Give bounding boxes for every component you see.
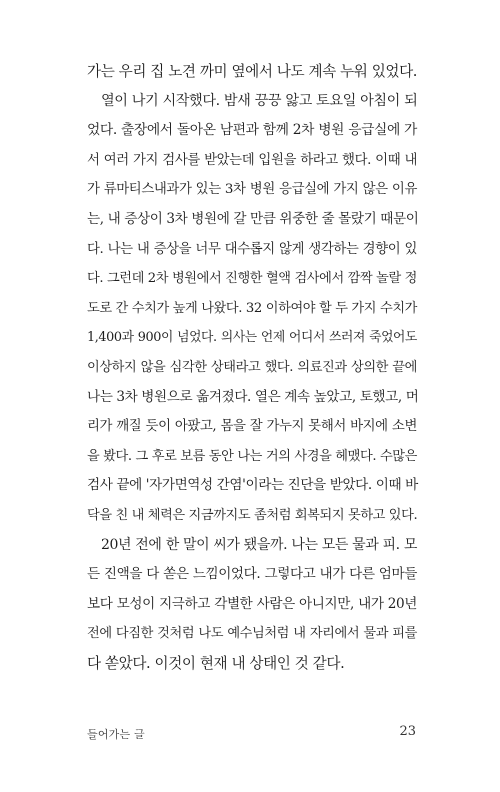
body-text: [87, 57, 417, 678]
text-line: 든 진액을 다 쏟은 느낌이었다. 그렇다고 내가 다른 엄마들: [87, 566, 417, 583]
page-number: 23: [399, 724, 416, 739]
text-line: 도로 간 수치가 높게 나왔다. 32 이하여야 할 두 가지 수치가: [87, 300, 417, 316]
text-line: 다 쏟았다. 이것이 현재 내 상태인 것 같다.: [87, 654, 345, 672]
text-line: 서 여러 가지 검사를 받았는데 입원을 하라고 했다. 이때 내: [87, 152, 417, 168]
text-line: 20년 전에 한 말이 씨가 됐을까. 나는 모든 물과 피. 모: [101, 536, 417, 553]
text-line: 전에 다짐한 것처럼 나도 예수님처럼 내 자리에서 물과 피를: [87, 626, 417, 642]
running-footer-chapter-title: 들어가는 글: [87, 728, 145, 741]
text-line: 다. 그런데 2차 병원에서 진행한 혈액 검사에서 깜짝 놀랄 정: [87, 271, 417, 287]
text-line: 가 류마티스내과가 있는 3차 병원 응급실에 가지 않은 이유: [87, 182, 417, 198]
text-line: 나는 3차 병원으로 옮겨졌다. 열은 계속 높았고, 토했고, 머: [87, 388, 419, 405]
text-line: 보다 모성이 지극하고 각별한 사람은 아니지만, 내가 20년: [87, 595, 417, 612]
text-line: 검사 끝에 '자가면역성 간염'이라는 진단을 받았다. 이때 바: [87, 477, 418, 494]
text-line: 열이 나기 시작했다. 밤새 끙끙 앓고 토요일 아침이 되: [101, 92, 418, 109]
text-line: 을 봤다. 그 후로 보름 동안 나는 거의 사경을 헤맸다. 수많은: [87, 448, 417, 464]
text-line: 다. 나는 내 증상을 너무 대수롭지 않게 생각하는 경향이 있: [87, 241, 417, 257]
text-line: 닥을 친 내 체력은 지금까지도 좀처럼 회복되지 못하고 있다.: [87, 507, 418, 523]
text-line: 이상하지 않을 심각한 상태라고 했다. 의료진과 상의한 끝에: [87, 359, 417, 375]
text-line: 가는 우리 집 노견 까미 옆에서 나도 계속 누워 있었다.: [87, 63, 418, 80]
text-line: 1,400과 900이 넘었다. 의사는 언제 어디서 쓰러져 죽었어도: [87, 330, 417, 346]
text-line: 었다. 출장에서 돌아온 남편과 함께 2차 병원 응급실에 가: [87, 122, 417, 139]
text-line: 는, 내 증상이 3차 병원에 갈 만큼 위중한 줄 몰랐기 때문이: [87, 210, 419, 227]
text-line: 리가 깨질 듯이 아팠고, 몸을 잘 가누지 못해서 바지에 소변: [87, 419, 417, 435]
